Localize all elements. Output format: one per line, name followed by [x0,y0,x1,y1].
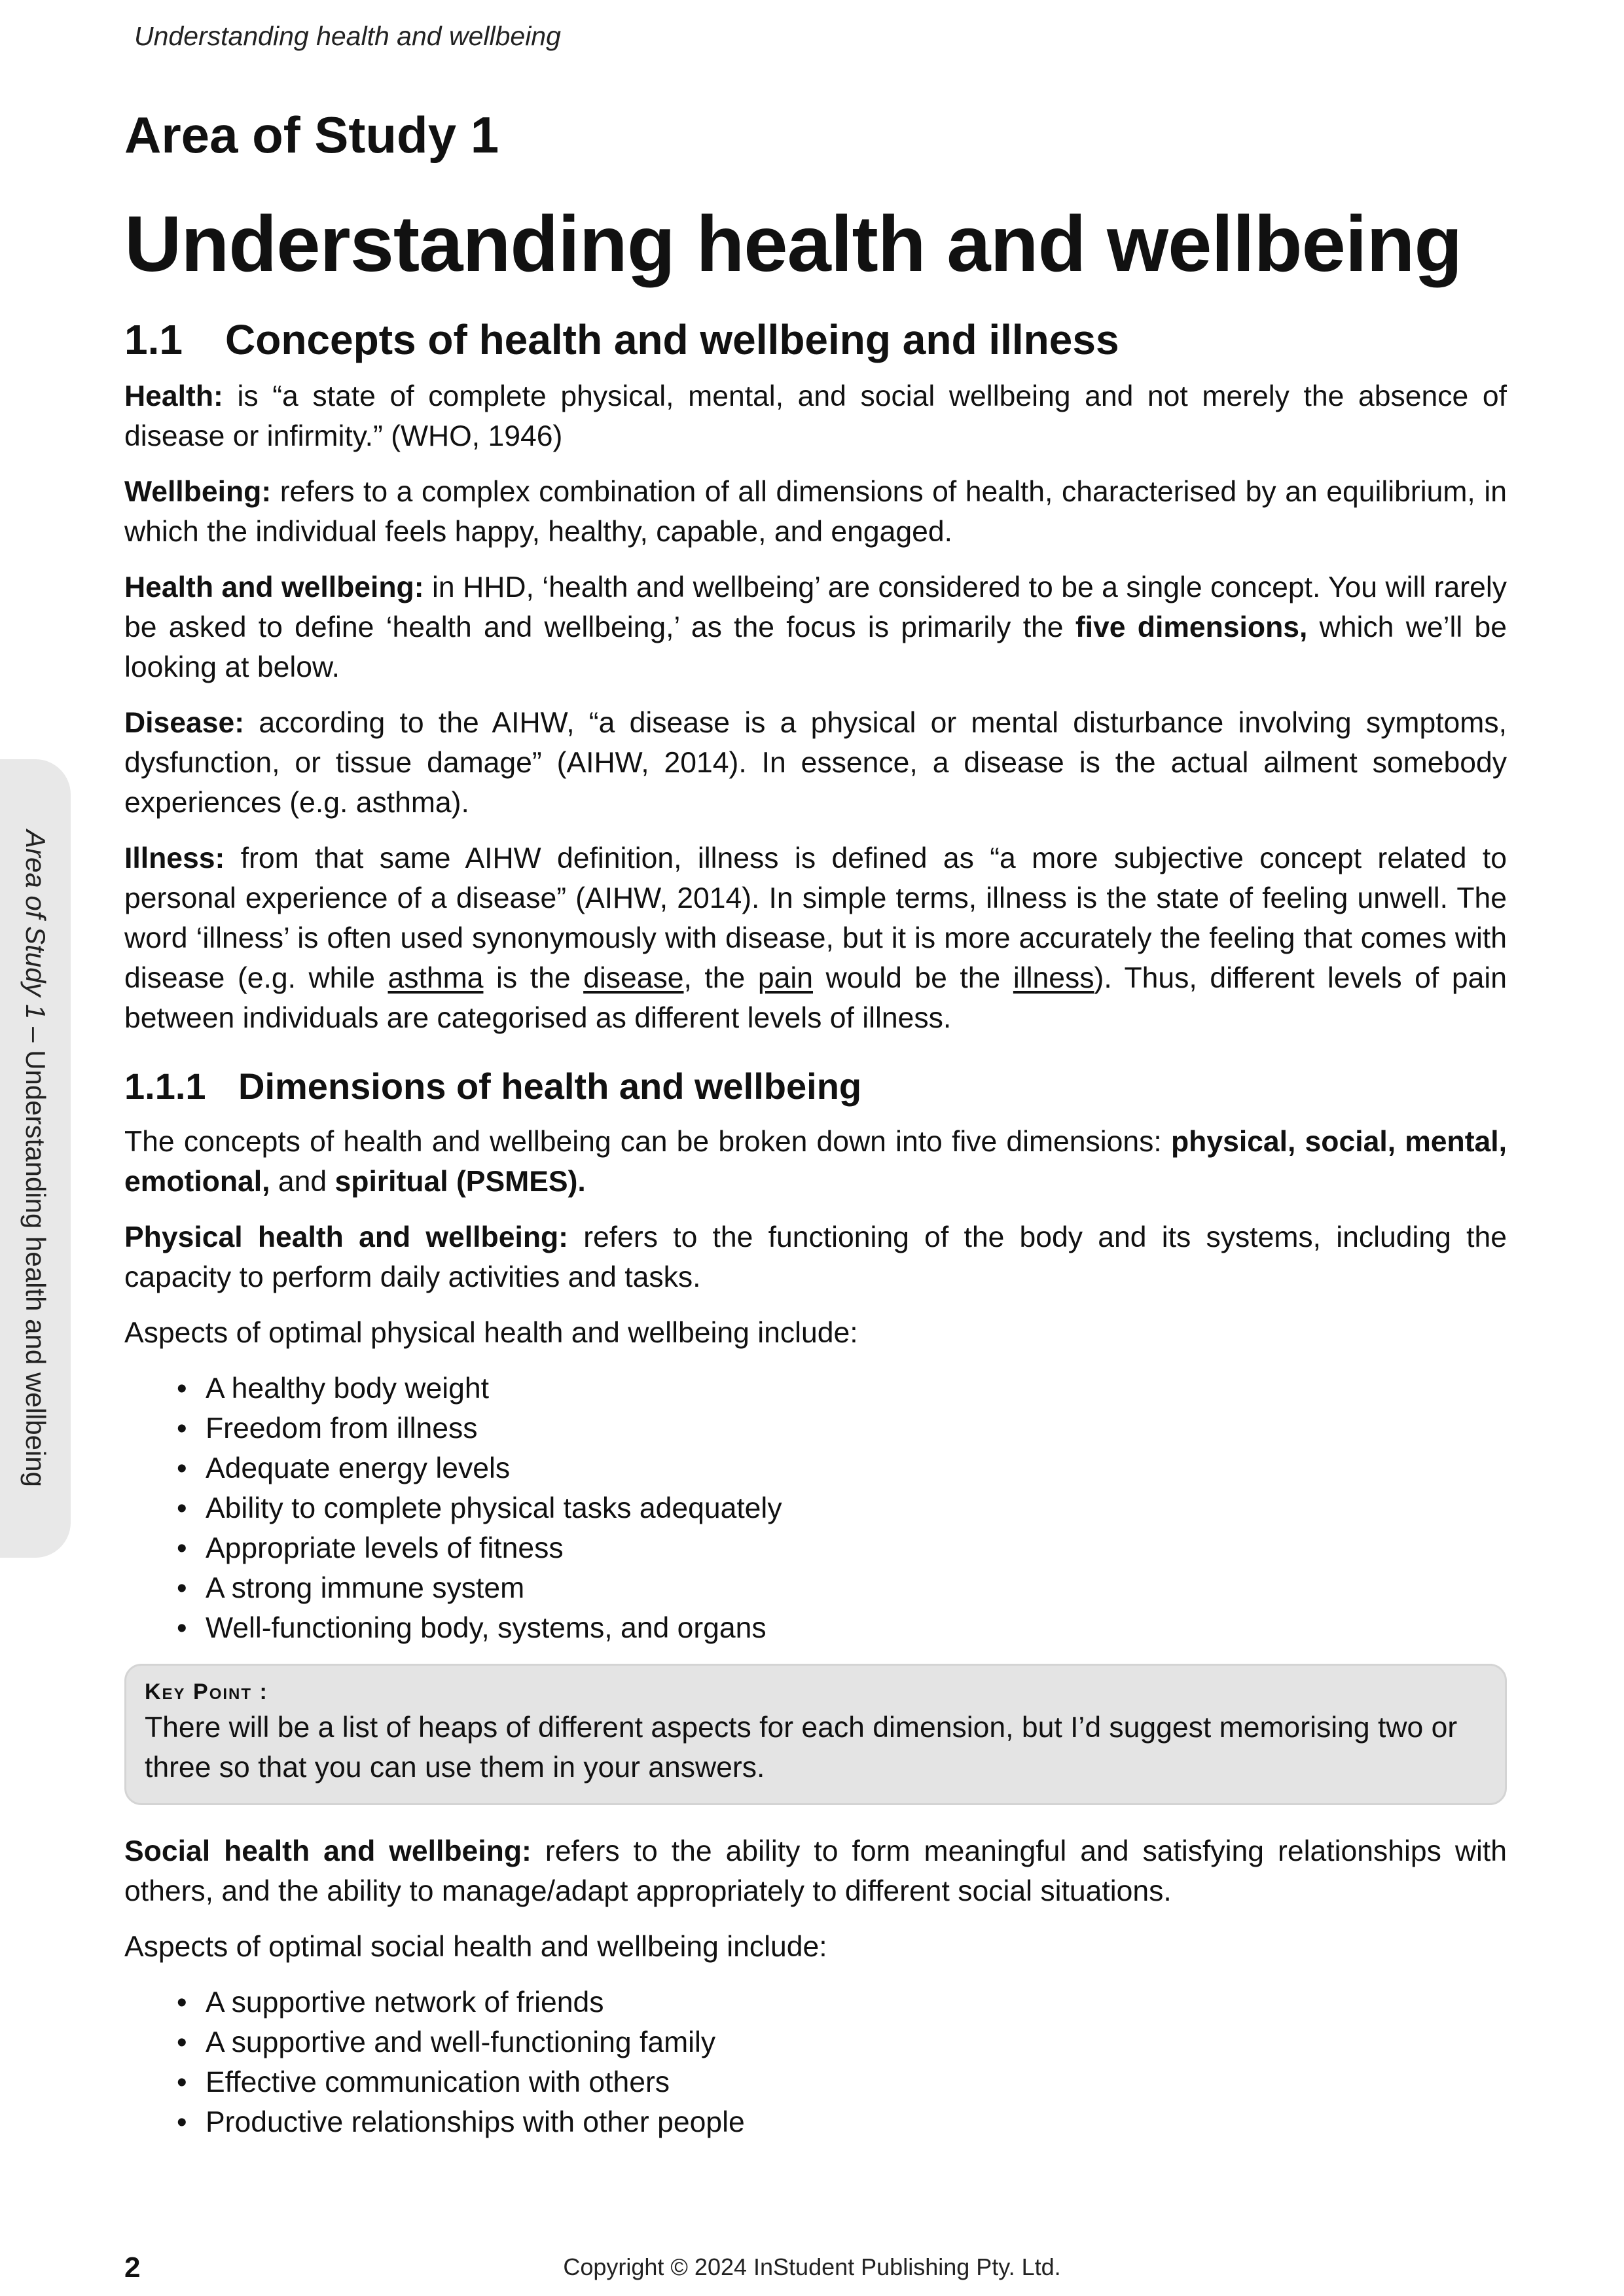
definition-term: Health: [124,380,223,413]
area-label: Area of Study 1 [124,106,499,164]
underlined-word: illness [1013,962,1094,995]
definition-illness [124,838,1507,1038]
definition-text: refers to the functioning of the body and its systems, including the capacity to perform daily activities and tasks. [124,1221,1507,1293]
page-title: Understanding health and wellbeing [124,198,1462,288]
definition-text: from that same AIHW definition, illness is defined as “a more subjective concept related to personal experience of a disease” (AIHW, 2014). In simple terms, illness is the state of feeling unwell. The word ‘illness’ is often used synonymously with disease, but it is more accurately the feeling that comes with disease (e.g. while [124,842,1507,995]
emphasis-text: five dimensions, [1075,611,1308,644]
intro-text: and [270,1165,335,1198]
key-point-box [124,1664,1507,1805]
subsection-title: Dimensions of health and wellbeing [238,1066,862,1107]
definition-text: would be the [813,962,1013,995]
definition-health [124,376,1507,456]
side-tab-topic: Understanding health and wellbeing [20,1050,51,1488]
section-title: Concepts of health and wellbeing and illness [225,315,1119,363]
definition-term: Wellbeing: [124,476,272,509]
list-item: • Adequate energy levels [177,1448,1507,1488]
definition-text: which we’ll be looking at below. [124,611,1507,684]
definition-text: refers to the ability to form meaningful and satisfying relationships with others, and the ability to manage/adapt appropriately to different social situations. [124,1835,1507,1907]
list-item: • A supportive network of friends [177,1982,1507,2022]
definition-disease [124,703,1507,823]
underlined-word: asthma [388,962,484,995]
side-tab-label [20,830,51,1487]
definition-term: Social health and wellbeing: [124,1835,532,1867]
list-item: • Well-functioning body, systems, and organs [177,1608,1507,1648]
definition-term: Disease: [124,707,245,740]
list-item: • Freedom from illness [177,1408,1507,1448]
physical-aspects-list [124,1369,1507,1648]
definition-text: is the [483,962,584,995]
list-item: • A supportive and well-functioning family [177,2022,1507,2062]
key-point-title: Key Point : [145,1679,268,1704]
page-number: 2 [124,2251,141,2284]
emphasis-text: physical, social, mental, emotional, [124,1125,1507,1198]
side-tab-area: Area of Study 1 [20,829,51,1020]
page-content [124,105,1507,2158]
emphasis-text: spiritual (PSMES). [334,1165,586,1198]
list-item: • Ability to complete physical tasks adequately [177,1488,1507,1528]
definition-text: in HHD, ‘health and wellbeing’ are considered to be a single concept. You will rarely be asked to define ‘health and wellbeing,’ as the focus is primarily the [124,571,1507,644]
list-item: • Effective communication with others [177,2062,1507,2102]
intro-text: The concepts of health and wellbeing can be broken down into five dimensions: [124,1125,1171,1158]
definition-term: Health and wellbeing: [124,571,424,604]
definition-wellbeing [124,472,1507,552]
section-heading [124,315,1507,365]
copyright-notice: Copyright © 2024 InStudent Publishing Pty. Ltd. [563,2253,1061,2280]
list-item: • Productive relationships with other people [177,2102,1507,2142]
list-item: • A strong immune system [177,1568,1507,1608]
subsection-heading [124,1064,1507,1108]
definition-term: Physical health and wellbeing: [124,1221,568,1253]
definition-text: refers to a complex combination of all dimensions of health, characterised by an equilibrium, in which the individual feels happy, healthy, capable, and engaged. [124,476,1507,548]
key-point-text: There will be a list of heaps of different aspects for each dimension, but I’d suggest memorising two or three so that you can use them in your answers. [145,1711,1458,1784]
dimensions-intro [124,1122,1507,1202]
side-tab-dash: – [20,1019,51,1050]
underlined-word: pain [757,962,813,995]
underlined-word: disease [583,962,684,995]
definition-text: , the [683,962,758,995]
definition-text: according to the AIHW, “a disease is a physical or mental disturbance involving symptoms, dysfunction, or tissue damage” (AIHW, 2014). In essence, a disease is the actual ailment somebody experiences (e.g. asthma). [124,707,1507,819]
social-aspects-list [124,1982,1507,2142]
definition-health-and-wellbeing [124,567,1507,687]
list-item: • A healthy body weight [177,1369,1507,1408]
social-aspects-intro: Aspects of optimal social health and wellbeing include: [124,1930,827,1963]
definition-social [124,1831,1507,1911]
running-head: Understanding health and wellbeing [134,21,561,51]
definition-text: ). Thus, different levels of pain between individuals are categorised as different levels of illness. [124,962,1507,1035]
physical-aspects-intro: Aspects of optimal physical health and wellbeing include: [124,1316,858,1349]
list-item: • Appropriate levels of fitness [177,1528,1507,1568]
section-number: 1.1 [124,315,183,363]
definition-text: is “a state of complete physical, mental, and social wellbeing and not merely the absence of disease or infirmity.” (WHO, 1946) [124,380,1507,453]
subsection-number: 1.1.1 [124,1066,206,1107]
definition-term: Illness: [124,842,225,875]
definition-physical [124,1217,1507,1297]
